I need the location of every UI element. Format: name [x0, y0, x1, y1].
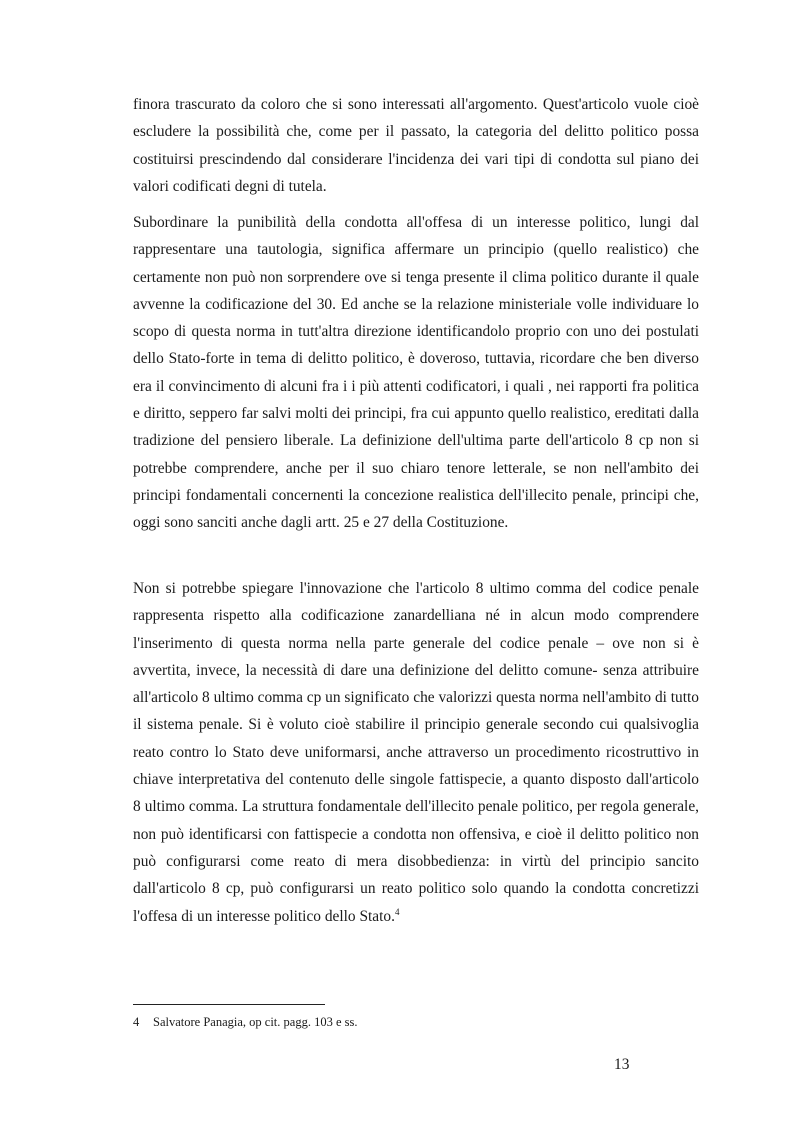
page-number: 13 — [614, 1056, 630, 1073]
footnote-reference[interactable]: 4 — [394, 906, 400, 917]
footnote-text: Salvatore Panagia, op cit. pagg. 103 e ss. — [153, 1015, 358, 1029]
body-paragraph-1: finora trascurato da coloro che si sono interessati all'argomento. Quest'articolo vuole cioè escludere la possibilità che, come per il passato, la categoria del delitto politico possa costituirsi prescindendo dal considerare l'incidenza dei vari tipi di condotta sul piano dei valori codificati degni di tutela. — [133, 96, 699, 195]
body-paragraph-3 — [133, 575, 699, 930]
body-paragraph-3-text: Non si potrebbe spiegare l'innovazione che l'articolo 8 ultimo comma del codice penale rappresenta rispetto alla codificazione zanardelliana né in alcun modo comprendere l'inserimento di questa norma nella parte generale del codice penale – ove non si è avvertita, invece, la necessità di dare una definizione del delitto comune- senza attribuire all'articolo 8 ultimo comma cp un significato che valorizzi questa norma nell'ambito di tutto il sistema penale. Si è voluto cioè stabilire il principio generale secondo cui qualsivoglia reato contro lo Stato deve uniformarsi, anche attraverso un procedimento ricostruttivo in chiave interpretativa del contenuto delle singole fattispecie, a quanto disposto dall'articolo 8 ultimo comma. La struttura fondamentale dell'illecito penale politico, per regola generale, non può identificarsi con fattispecie a condotta non offensiva, e cioè il delitto politico non può configurarsi come reato di mera disobbedienza: in virtù del principio sancito dall'articolo 8 cp, può configurarsi un reato politico solo quando la condotta concretizzi l'offesa di un interesse politico dello Stato. — [133, 580, 699, 925]
footnote — [133, 1013, 357, 1031]
footnote-separator — [133, 1004, 325, 1005]
footnote-number: 4 — [133, 1015, 140, 1029]
body-paragraph-2: Subordinare la punibilità della condotta all'offesa di un interesse politico, lungi dal rappresentare una tautologia, significa affermare un principio (quello realistico) che certamente non può non sorprendere ove si tenga presente il clima politico durante il quale avvenne la codificazione del 30. Ed anche se la relazione ministeriale volle individuare lo scopo di questa norma in tutt'altra direzione identificandolo proprio con uno dei postulati dello Stato-forte in tema di delitto politico, è doveroso, tuttavia, ricordare che ben diverso era il convincimento di alcuni fra i i più attenti codificatori, i quali , nei rapporti fra politica e diritto, seppero far salvi molti dei principi, fra cui appunto quello realistico, ereditati dalla tradizione del pensiero liberale. La definizione dell'ultima parte dell'articolo 8 cp non si potrebbe comprendere, anche per il suo chiaro tenore letterale, se non nell'ambito dei principi fondamentali concernenti la concezione realistica dell'illecito penale, principi che, oggi sono sanciti anche dagli artt. 25 e 27 della Costituzione. — [133, 214, 699, 532]
